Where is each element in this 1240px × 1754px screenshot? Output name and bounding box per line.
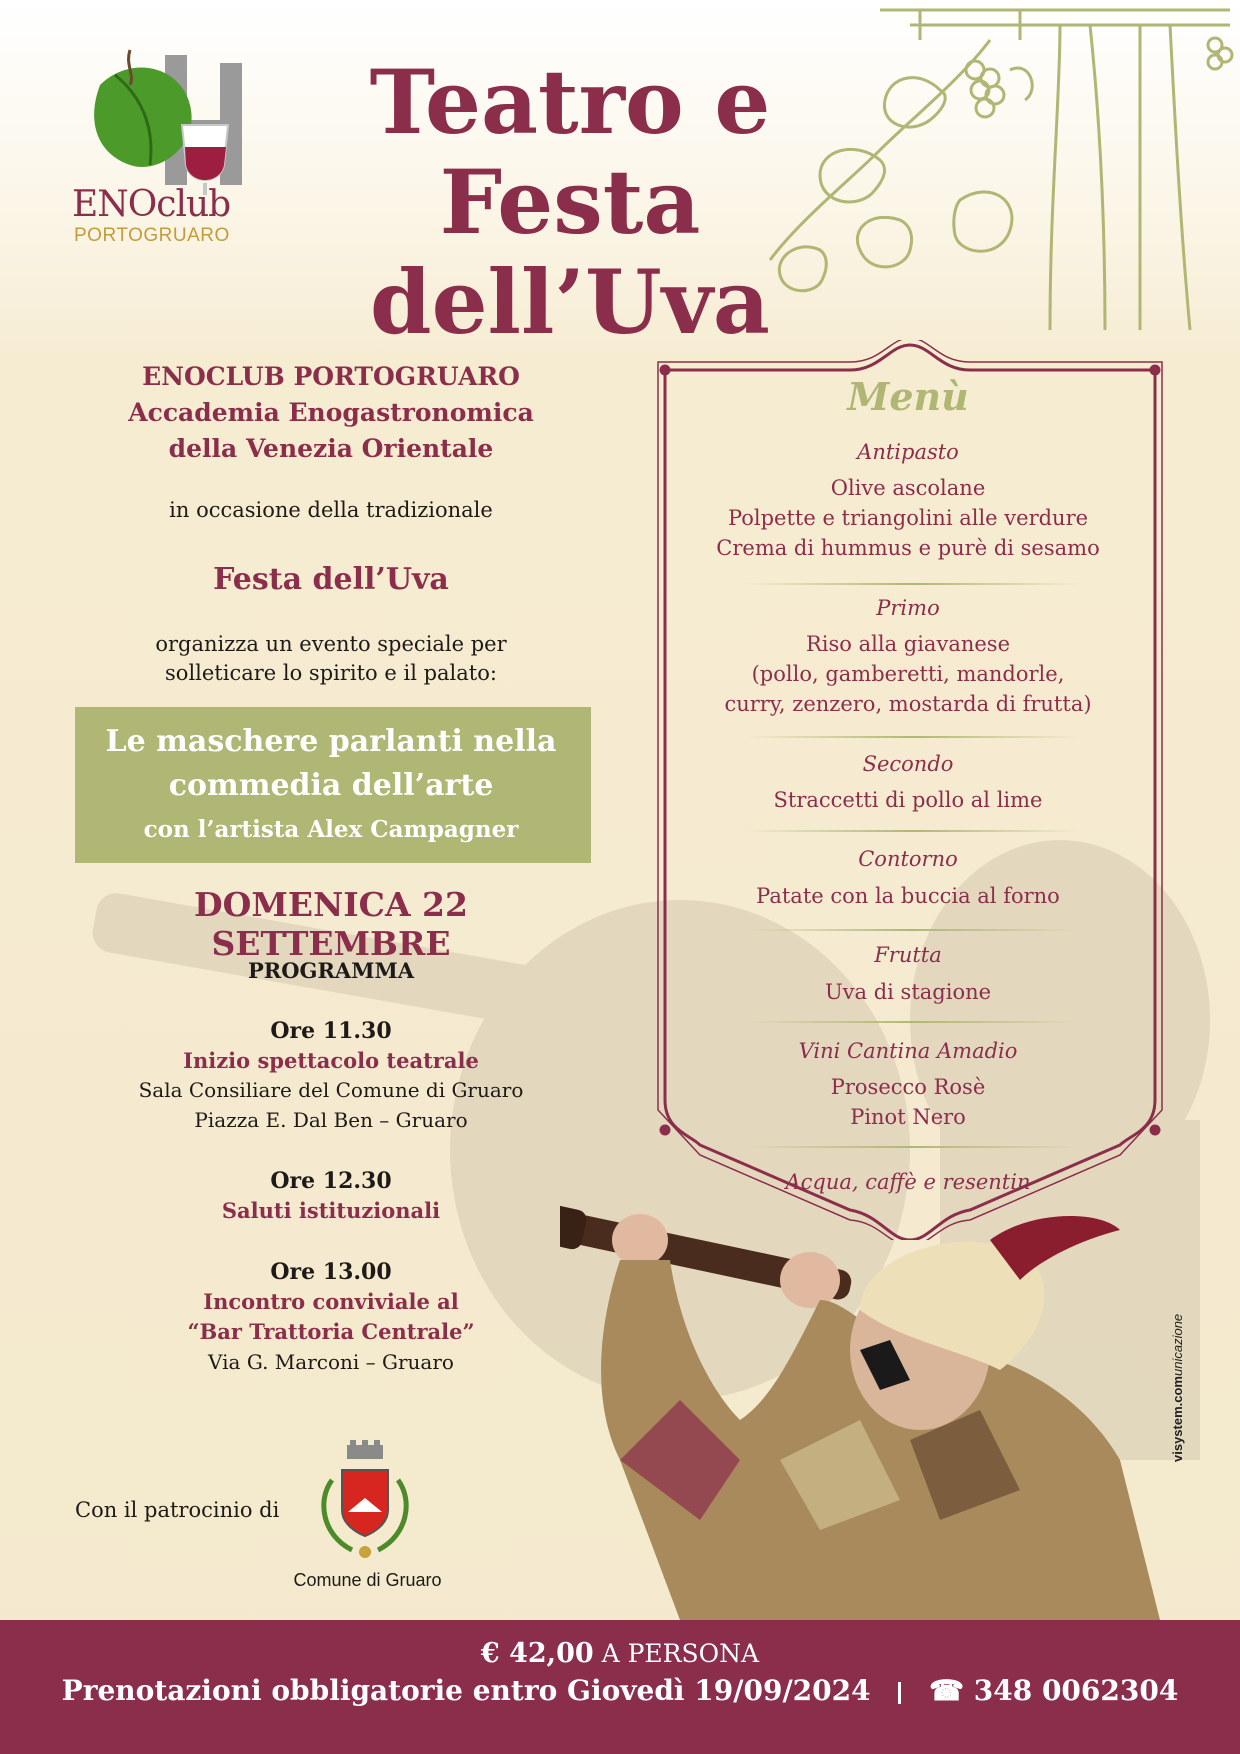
price-line	[0, 1638, 1240, 1669]
program-place-1b: Piazza E. Dal Ben – Gruaro	[194, 1108, 468, 1132]
title-line-1: Teatro e Festa	[369, 50, 771, 254]
menu-item: Straccetti di pollo al lime	[773, 788, 1043, 812]
program-time-2: Ore 12.30	[270, 1168, 392, 1194]
program-heading: PROGRAMMA	[247, 958, 414, 983]
harlequin-telescope-illustration	[560, 1200, 1220, 1620]
menu-item: Uva di stagione	[824, 980, 992, 1004]
menu-category-antipasto: Antipasto	[857, 440, 959, 464]
intro-text-2: solleticare lo spirito e il palato:	[165, 661, 497, 685]
menu-category-vini: Vini Cantina Amadio	[798, 1039, 1018, 1063]
signature-rest: unicazione	[1170, 1313, 1185, 1376]
menu-item: Polpette e triangolini alle verdure	[727, 506, 1089, 530]
menu-divider	[745, 1146, 1080, 1148]
menu-category-contorno: Contorno	[858, 847, 958, 871]
title-line-2: dell’Uva	[370, 250, 770, 354]
menu-category-secondo: Secondo	[862, 752, 954, 776]
show-title-1: Le maschere parlanti nella	[105, 724, 557, 759]
program-time-3: Ore 13.00	[270, 1259, 392, 1285]
price-suffix: A PERSONA	[601, 1639, 760, 1668]
menu-divider	[745, 736, 1080, 738]
booking-text: Prenotazioni obbligatorie entro Giovedì 19/09/2024	[61, 1674, 871, 1707]
program-time-1: Ore 11.30	[270, 1018, 392, 1044]
menu-closing: Acqua, caffè e resentin	[785, 1170, 1031, 1194]
footer-separator	[898, 1682, 901, 1704]
menu-item: Prosecco Rosè	[830, 1075, 986, 1099]
program-title-1: Inizio spettacolo teatrale	[183, 1048, 479, 1073]
phone-number[interactable]: 348 0062304	[973, 1674, 1179, 1707]
show-artist: con l’artista Alex Campagner	[143, 816, 519, 843]
intro-text-1: organizza un evento speciale per	[155, 632, 507, 656]
program-title-3a: Incontro conviviale al	[203, 1289, 459, 1314]
show-title-2: commedia dell’arte	[168, 768, 494, 803]
menu-category-frutta: Frutta	[874, 943, 942, 967]
organizer-name: ENOCLUB PORTOGRUARO	[142, 362, 520, 391]
booking-line	[0, 1674, 1240, 1707]
festa-title: Festa dell’Uva	[213, 562, 449, 597]
designer-signature	[1170, 1314, 1185, 1462]
menu-item: Riso alla giavanese	[806, 632, 1010, 656]
organizer-subtitle-1: Accademia Enogastronomica	[128, 398, 534, 427]
menu-item: curry, zenzero, mostarda di frutta)	[724, 692, 1092, 716]
comune-crest-icon	[312, 1440, 418, 1566]
program-place-3: Via G. Marconi – Gruaro	[208, 1350, 454, 1374]
menu-item: Patate con la buccia al forno	[756, 884, 1060, 908]
phone-icon: ☎	[929, 1674, 964, 1707]
logo-name: ENOclub	[72, 184, 231, 225]
patronage-label: Con il patrocinio di	[75, 1498, 280, 1522]
menu-divider	[745, 929, 1080, 931]
menu-category-primo: Primo	[876, 596, 940, 620]
menu-divider	[745, 830, 1080, 832]
program-title-2: Saluti istituzionali	[221, 1198, 441, 1223]
price-value: € 42,00	[480, 1638, 594, 1669]
menu-item: Pinot Nero	[850, 1105, 966, 1129]
event-date: DOMENICA 22 SETTEMBRE	[194, 885, 468, 963]
organizer-subtitle-2: della Venezia Orientale	[168, 434, 494, 463]
menu-item: (pollo, gamberetti, mandorle,	[751, 662, 1065, 686]
occasion-text: in occasione della tradizionale	[169, 498, 493, 522]
logo-city: PORTOGRUARO	[74, 225, 230, 246]
signature-bold: visystem.com	[1170, 1376, 1185, 1462]
menu-title: Menù	[847, 374, 969, 419]
menu-item: Olive ascolane	[830, 476, 986, 500]
program-title-3b: “Bar Trattoria Centrale”	[187, 1319, 475, 1344]
program-place-1a: Sala Consiliare del Comune di Gruaro	[138, 1078, 524, 1102]
grapevine-illustration	[760, 0, 1240, 340]
menu-item: Crema di hummus e purè di sesamo	[716, 536, 1100, 560]
patronage-entity: Comune di Gruaro	[293, 1570, 442, 1590]
menu-divider	[745, 1021, 1080, 1023]
menu-divider	[745, 583, 1080, 585]
